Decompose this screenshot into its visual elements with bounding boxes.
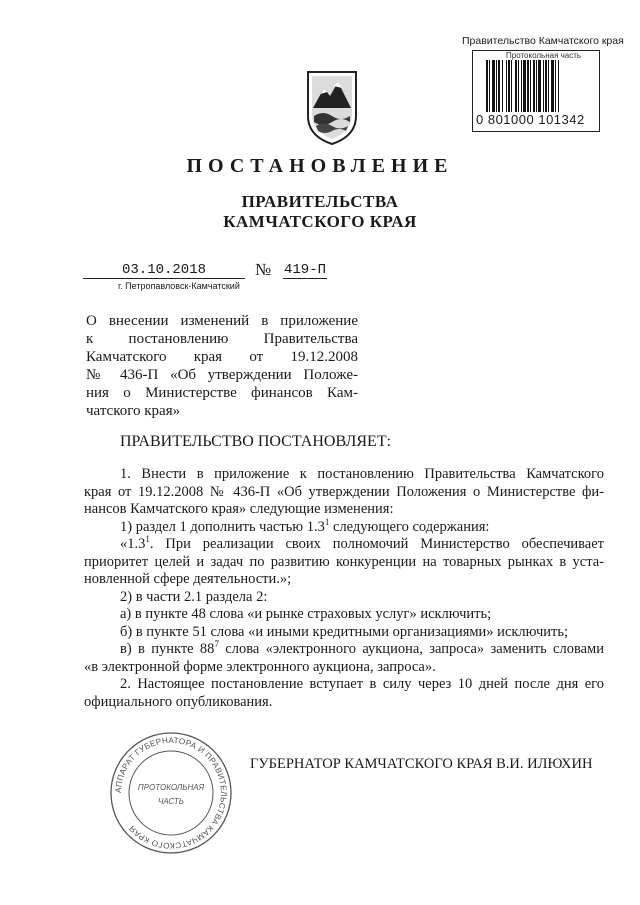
subject-line: ния о Министерстве финансов Кам- (86, 385, 358, 401)
kamchatka-emblem (304, 68, 360, 146)
decree-heading: ПРАВИТЕЛЬСТВО ПОСТАНОВЛЯЕТ: (120, 433, 392, 450)
registry-header: Правительство Камчатского края (462, 35, 624, 47)
body-line: б) в пункте 51 слова «и иными кредитными организациями» исключить; (120, 623, 568, 640)
document-date: 03.10.2018 (83, 262, 245, 279)
document-number: 419-П (283, 262, 326, 278)
body-line: официального опубликования. (84, 693, 273, 710)
document-subject (86, 312, 358, 420)
official-seal (108, 730, 234, 856)
body-line: «в электронной форме электронного аукциона, запроса». (84, 658, 436, 675)
protocol-label: Протокольная часть (506, 51, 582, 60)
barcode (486, 60, 598, 112)
subject-line: чатского края» (86, 403, 181, 419)
issuer-title-line2: КАМЧАТСКОГО КРАЯ (223, 212, 417, 231)
body-line: края от 19.12.2008 № 436-П «Об утверждении Положения о Министерстве фи- (84, 483, 604, 500)
body-line: приоритет целей и задач по развитию конкуренции на товарных рынках в уста- (84, 553, 604, 570)
svg-text:АППАРАТ ГУБЕРНАТОРА И ПРАВИТЕЛ: АППАРАТ ГУБЕРНАТОРА И ПРАВИТЕЛЬСТВА КАМЧАТСКОГО КРАЯ (113, 735, 229, 851)
svg-text:ПРОТОКОЛЬНАЯ: ПРОТОКОЛЬНАЯ (137, 783, 205, 792)
body-line: 2) в части 2.1 раздела 2: (120, 588, 268, 605)
body-line: нансов Камчатского края» следующие изменения: (84, 501, 394, 517)
document-type-title: ПОСТАНОВЛЕНИЕ (186, 155, 454, 177)
svg-text:ЧАСТЬ: ЧАСТЬ (158, 797, 184, 806)
body-line: 1. Внести в приложение к постановлению Правительства Камчатского (120, 466, 604, 482)
body-line: «$1.3^1$. При реализации своих полномочий Министерство обеспечивает (120, 534, 604, 552)
barcode-number: 0 801000 101342 (476, 112, 585, 127)
subject-line: Камчатского края от 19.12.2008 (86, 349, 358, 365)
issuer-title-line1: ПРАВИТЕЛЬСТВА (241, 192, 399, 211)
body-line: в) в пункте $88^7$ слова «электронного аукциона, запроса» заменить словами (120, 639, 604, 657)
signature-line: ГУБЕРНАТОР КАМЧАТСКОГО КРАЯ В.И. ИЛЮХИН (250, 756, 593, 772)
body-line: а) в пункте 48 слова «и рынке страховых услуг» исключить; (120, 606, 492, 622)
subject-line: к постановлению Правительства (86, 331, 358, 347)
document-body (84, 466, 604, 711)
subject-line: № 436-П «Об утверждении Положе- (86, 367, 358, 383)
body-line: 2. Настоящее постановление вступает в силу через 10 дней после дня его (120, 676, 604, 692)
body-line: новленной сфере деятельности.»; (84, 571, 292, 587)
subject-line: О внесении изменений в приложение (86, 313, 358, 329)
number-sign: № (255, 260, 272, 279)
issue-city: г. Петропавловск-Камчатский (118, 281, 240, 291)
body-line: 1) раздел 1 дополнить частью $1.3^1$ следующего содержания: (120, 516, 490, 535)
